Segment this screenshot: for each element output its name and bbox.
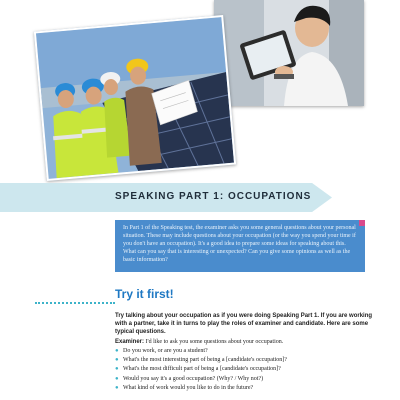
question-text: What kind of work would you like to do in the future? (123, 384, 254, 391)
bullet-icon: ● (115, 384, 119, 391)
question-text: What's the most difficult part of being a [candidate's occupation]? (123, 366, 281, 373)
bullet-icon: ● (115, 357, 119, 364)
examiner-text: I'd like to ask you some questions about your occupation. (145, 339, 284, 345)
dotted-divider (35, 302, 115, 304)
list-item (115, 356, 373, 365)
examiner-line (115, 338, 373, 346)
bullet-icon: ● (115, 348, 119, 354)
corner-accent (359, 220, 365, 226)
bullet-icon: ● (115, 375, 119, 382)
list-item (115, 384, 373, 393)
list-item (115, 347, 373, 356)
bullet-icon: ● (115, 366, 119, 373)
photo-student-with-tablet (214, 0, 364, 106)
try-it-first-heading: Try it first! (115, 287, 174, 301)
list-item (115, 375, 373, 384)
question-list (115, 347, 373, 393)
info-box (115, 220, 365, 272)
info-box-text: In Part 1 of the Speaking test, the examiner asks you some general questions about your personal situation. These may include questions about your occupation (or the way you spend your time if you don't have an occupation). It's a good idea to prepare some ideas for speaking about this. What can you say that is interesting or unexpected? Can you give some opinions as well as the basic information? (123, 225, 356, 263)
photo-workers-solar-panels (34, 15, 236, 181)
question-text: Would you say it's a good occupation? (Why? / Why not?) (123, 375, 264, 382)
examiner-label: Examiner: (115, 339, 145, 345)
question-text: Do you work, or are you a student? (123, 348, 208, 354)
list-item (115, 365, 373, 374)
instructions-text: Try talking about your occupation as if you were doing Speaking Part 1. If you are working with a partner, take it in turns to play the roles of examiner and candidate. Here are some typical questions. (115, 313, 373, 335)
question-text: What's the most interesting part of being a [candidate's occupation]? (123, 357, 287, 364)
section-title: SPEAKING PART 1: OCCUPATIONS (115, 191, 312, 202)
